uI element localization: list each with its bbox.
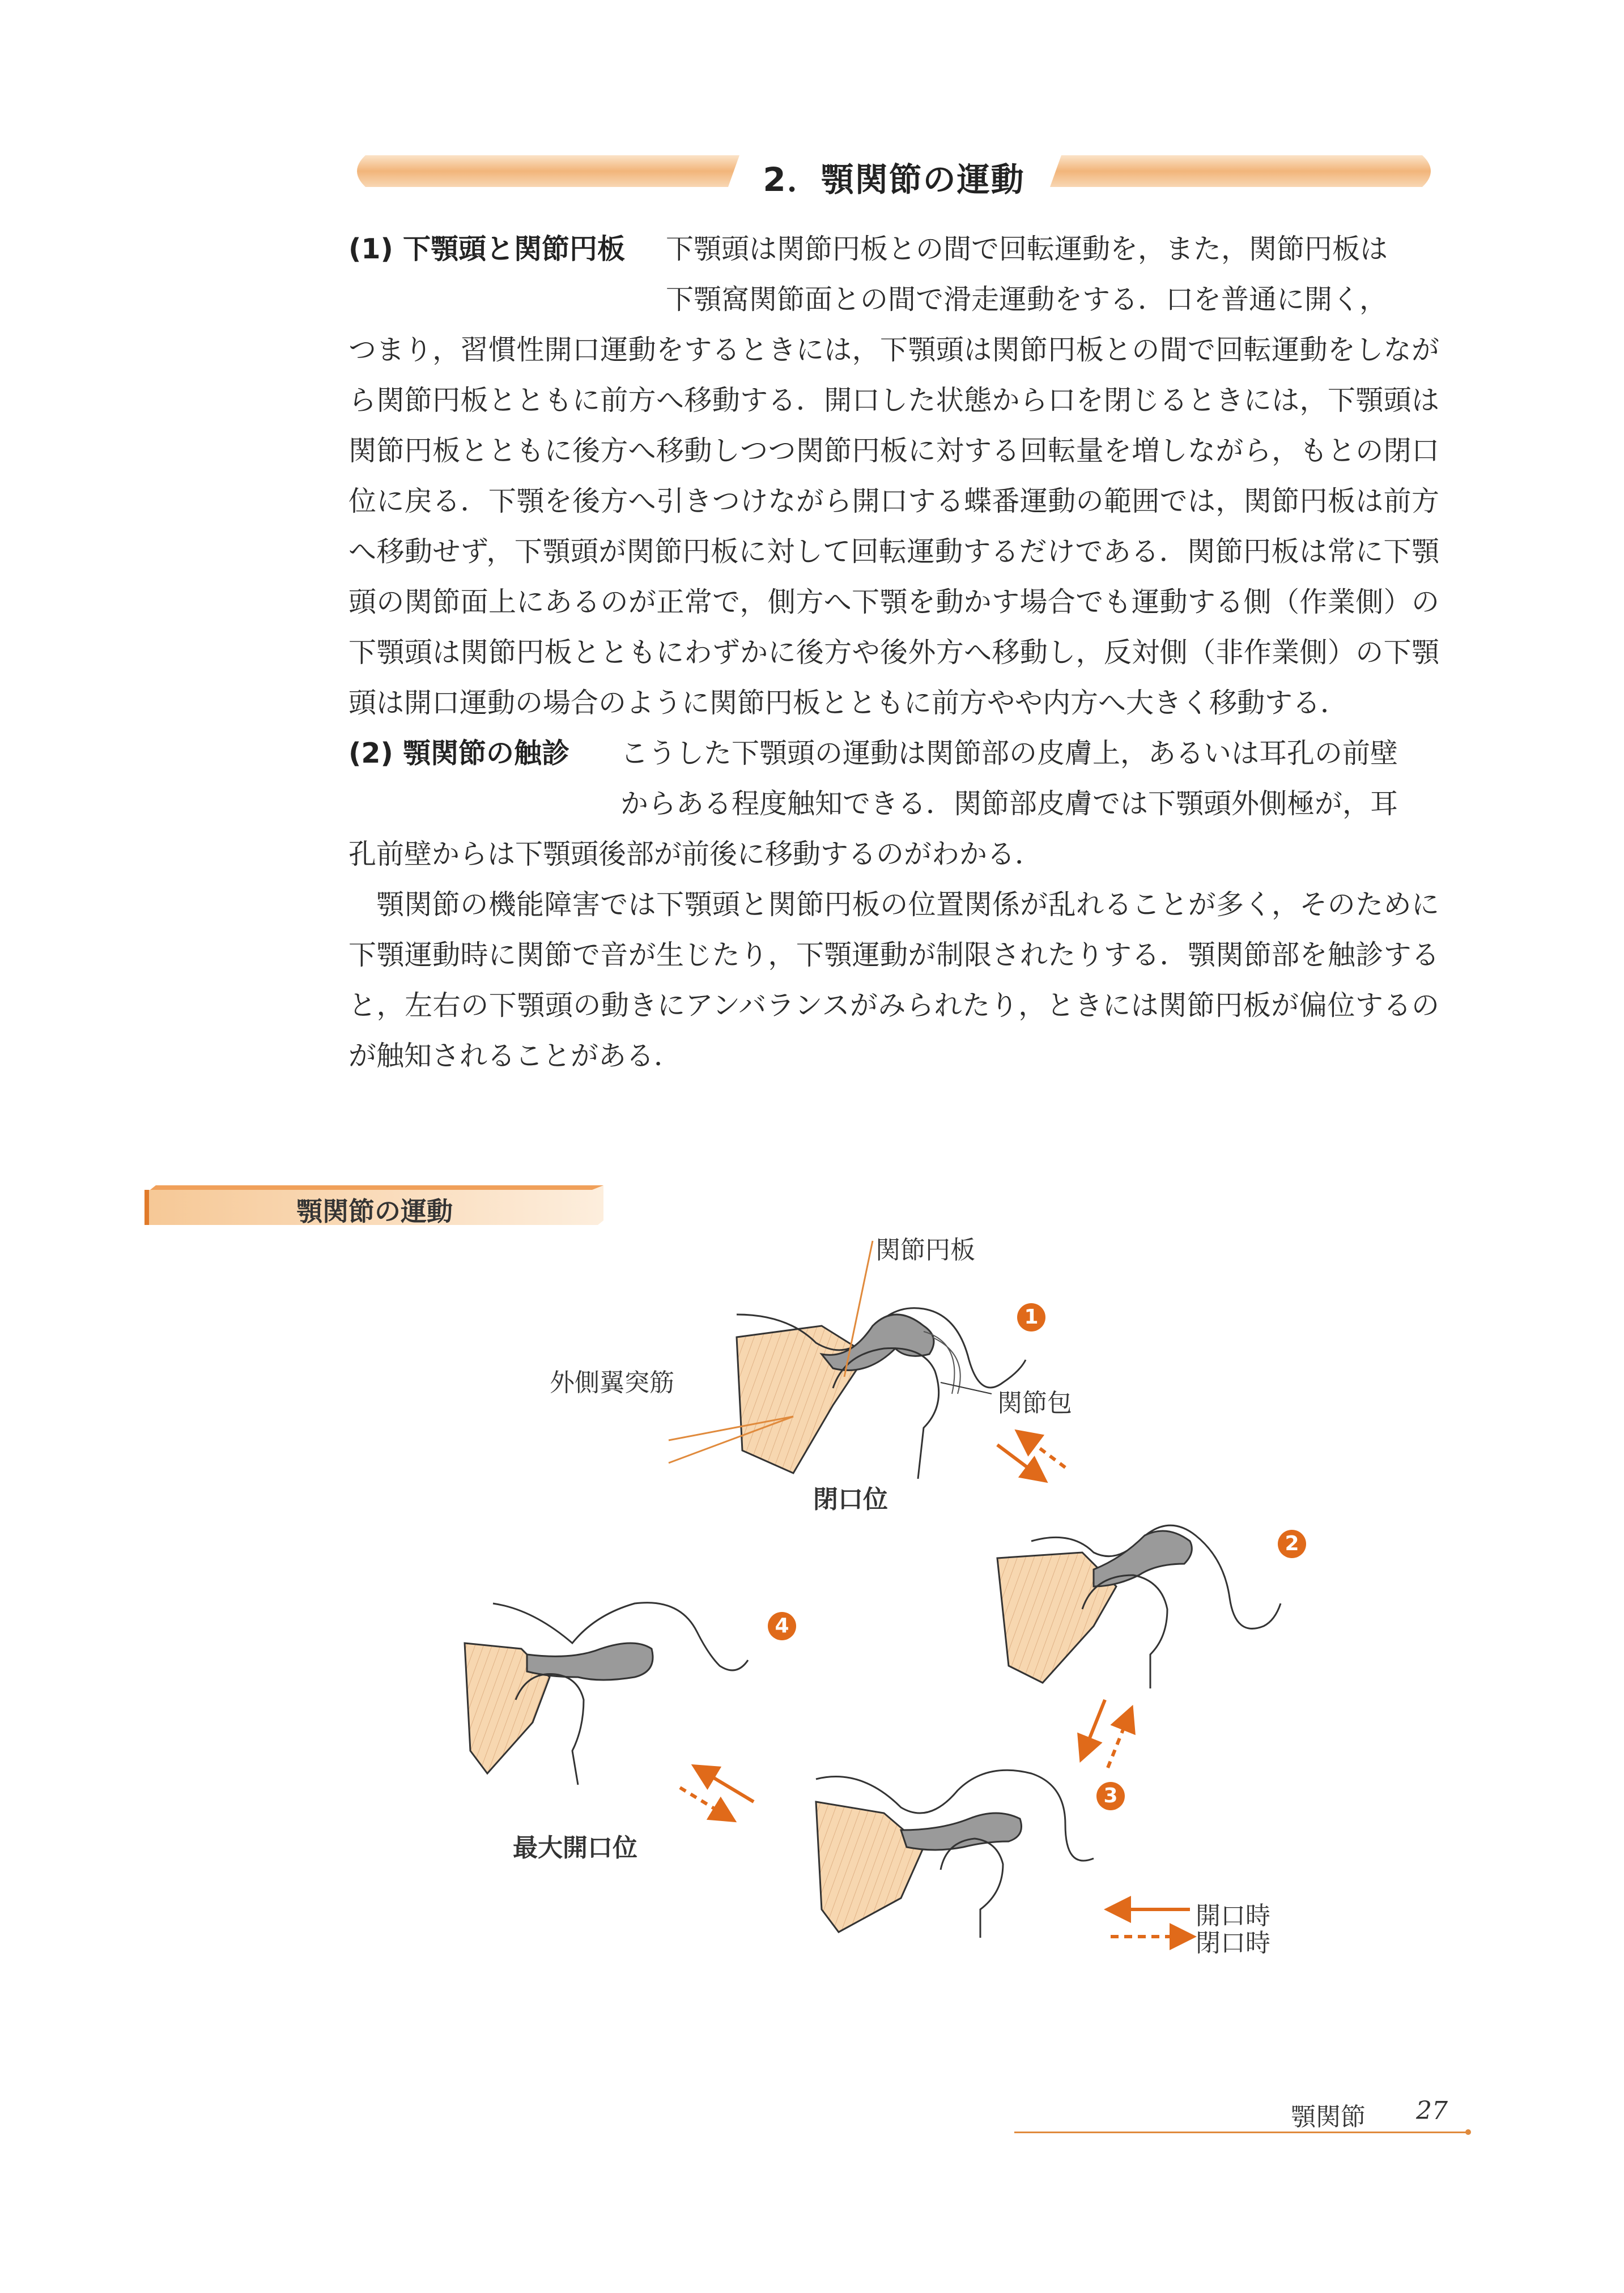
- paragraph-1-rest: つまり，習慣性開口運動をするときには，下顎頭は関節円板との間で回転運動をしながら関節円板とともに前方へ移動する．開口した状態から口を閉じるときには，下顎頭は関節円板とともに後方へ移動しつつ関節円板に対する回転量を増しながら，もとの閉口位に戻る．下顎を後方へ引きつけながら開口する蝶番運動の範囲では，関節円板は前方へ移動せず，下顎頭が関節円板に対して回転運動するだけである．関節円板は常に下顎頭の関節面上にあるのが正常で，側方へ下顎を動かす場合でも運動する側（作業側）の下顎頭は関節円板とともにわずかに後方や後外方へ移動し，反対側（非作業側）の下顎頭は開口運動の場合のように関節円板とともに前方やや内方へ大きく移動する．: [348, 334, 1439, 719]
- label-capsule: 関節包: [997, 1389, 1072, 1418]
- label-disc: 関節円板: [875, 1236, 975, 1265]
- paragraph-2-rest: 孔前壁からは下顎頭後部が前後に移動するのがわかる．: [348, 838, 1043, 870]
- footer-rule: [1014, 2132, 1468, 2133]
- subheading-disc: (1) 下顎頭と関節円板: [348, 233, 625, 265]
- paragraph-3: 顎関節の機能障害では下顎頭と関節円板の位置関係が乱れることが多く，そのために下顎運動時に関節で音が生じたり，下顎運動が制限されたりする．顎関節部を触診すると，左右の下顎頭の動きにアンバランスがみられたり，ときには関節円板が偏位するのが触知されることがある．: [348, 888, 1439, 1072]
- footer-chapter-title: 顎関節: [1291, 2103, 1366, 2132]
- section-title: 2．顎関節の運動: [763, 160, 1025, 199]
- subheading-palpation: (2) 顎関節の触診: [348, 737, 569, 769]
- paragraph-2-line-2: からある程度触知できる．関節部皮膚では下顎頭外側極が，耳: [620, 788, 1398, 820]
- figure-label-text: 顎関節の運動: [296, 1196, 453, 1227]
- label-max-open-position: 最大開口位: [513, 1833, 637, 1862]
- legend-open-label: 開口時: [1196, 1901, 1270, 1930]
- step-badge-2: 2: [1278, 1530, 1306, 1558]
- footer-dot: [1465, 2129, 1471, 2135]
- jaw-movement-figure: [453, 1230, 1388, 1966]
- paragraph-2-line-1: こうした下顎頭の運動は関節部の皮膚上，あるいは耳孔の前壁: [620, 737, 1398, 769]
- step-badge-4: 4: [768, 1612, 796, 1640]
- label-muscle: 外側翼突筋: [550, 1368, 674, 1397]
- arrow-2-3: [1082, 1700, 1130, 1768]
- body-text: [348, 224, 1439, 1081]
- step-badge-1: 1: [1017, 1303, 1045, 1331]
- page-number: 27: [1416, 2096, 1448, 2125]
- stage-1-closed: [737, 1308, 1026, 1479]
- paragraph-1-line-1: 下顎頭は関節円板との間で回転運動を，また，関節円板は: [666, 233, 1388, 265]
- paragraph-2: [348, 728, 1439, 879]
- step-badge-3: 3: [1096, 1782, 1125, 1810]
- stage-4-max-open: [465, 1603, 748, 1785]
- page-footer: [1014, 2096, 1473, 2136]
- paragraph-1-line-2: 下顎窩関節面との間で滑走運動をする．口を普通に開く，: [666, 283, 1388, 316]
- legend-closing-label: 閉口時: [1196, 1929, 1270, 1958]
- arrow-1-2: [997, 1433, 1065, 1479]
- paragraph-1: [348, 224, 1439, 728]
- label-closed-position: 閉口位: [813, 1485, 888, 1514]
- section-heading: [348, 148, 1439, 199]
- stage-3: [816, 1770, 1094, 1938]
- figure-label: [144, 1185, 603, 1225]
- arrow-3-4: [680, 1768, 754, 1819]
- stage-2: [997, 1525, 1281, 1688]
